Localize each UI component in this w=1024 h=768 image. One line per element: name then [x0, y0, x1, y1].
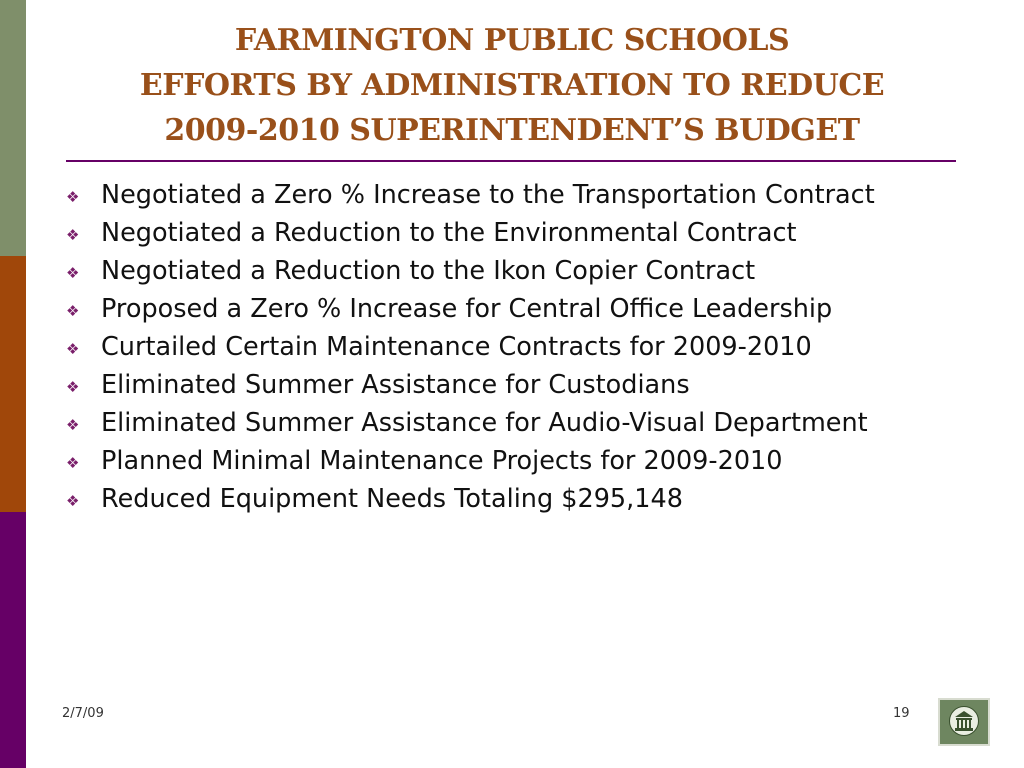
diamond-bullet-icon: ❖ [66, 416, 80, 434]
bullet-item [66, 294, 966, 324]
side-stripe-bottom [0, 512, 26, 768]
bullet-text: Curtailed Certain Maintenance Contracts for 2009-2010 [101, 332, 812, 362]
bullet-text: Negotiated a Reduction to the Environmental Contract [101, 218, 797, 248]
title-line: FARMINGTON PUBLIC SCHOOLS [234, 23, 790, 58]
bullet-item [66, 370, 966, 400]
footer-date: 2/7/09 [62, 706, 104, 721]
bullet-text: Planned Minimal Maintenance Projects for 2009-2010 [101, 446, 783, 476]
page-number: 19 [893, 706, 910, 721]
diamond-bullet-icon: ❖ [66, 302, 80, 320]
side-stripe-middle [0, 256, 26, 512]
bullet-item [66, 408, 966, 438]
diamond-bullet-icon: ❖ [66, 264, 80, 282]
diamond-bullet-icon: ❖ [66, 188, 80, 206]
bullet-list [66, 180, 966, 522]
bullet-text: Reduced Equipment Needs Totaling $295,148 [101, 484, 683, 514]
bullet-item [66, 256, 966, 286]
diamond-bullet-icon: ❖ [66, 378, 80, 396]
diamond-bullet-icon: ❖ [66, 340, 80, 358]
bullet-text: Negotiated a Zero % Increase to the Transportation Contract [101, 180, 875, 210]
side-stripe-top [0, 0, 26, 256]
bullet-item [66, 180, 966, 210]
bullet-text: Proposed a Zero % Increase for Central Office Leadership [101, 294, 833, 324]
school-building-icon [952, 709, 976, 733]
school-logo [938, 698, 990, 746]
title-line: 2009-2010 SUPERINTENDENT’S BUDGET [164, 113, 860, 148]
title-divider [66, 160, 956, 162]
bullet-text: Negotiated a Reduction to the Ikon Copier Contract [101, 256, 756, 286]
diamond-bullet-icon: ❖ [66, 492, 80, 510]
slide-title [40, 18, 984, 153]
bullet-item [66, 332, 966, 362]
bullet-item [66, 484, 966, 514]
bullet-text: Eliminated Summer Assistance for Custodians [101, 370, 690, 400]
bullet-item [66, 218, 966, 248]
bullet-text: Eliminated Summer Assistance for Audio-Visual Department [101, 408, 868, 438]
diamond-bullet-icon: ❖ [66, 454, 80, 472]
title-line: EFFORTS BY ADMINISTRATION TO REDUCE [139, 68, 885, 103]
bullet-item [66, 446, 966, 476]
diamond-bullet-icon: ❖ [66, 226, 80, 244]
